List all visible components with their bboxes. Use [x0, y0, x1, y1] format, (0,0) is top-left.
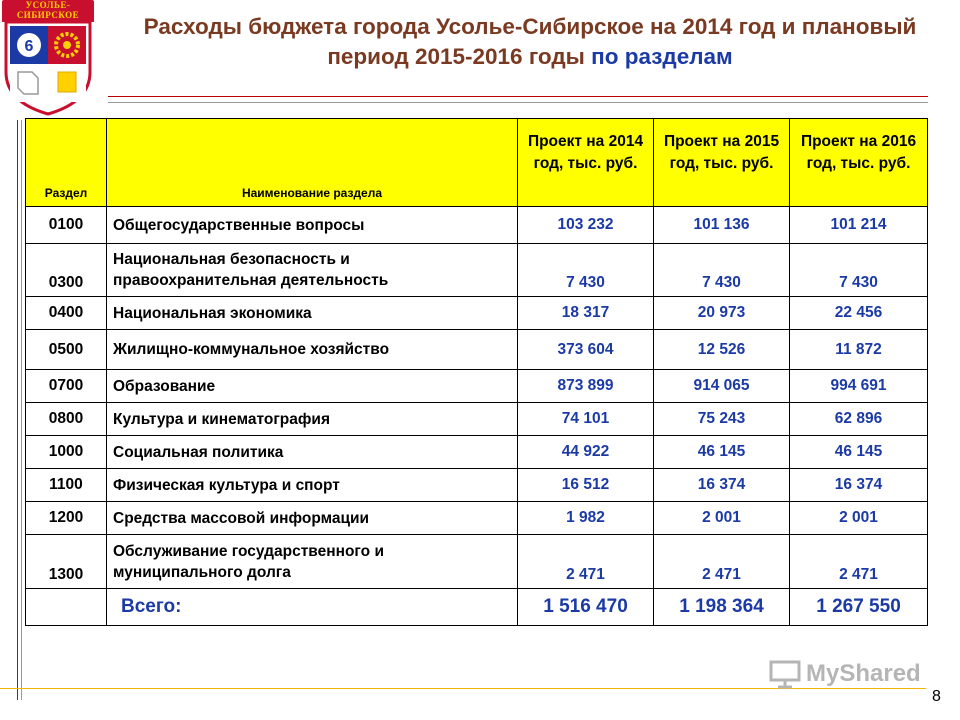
row-value-2015: 12 526 [654, 330, 790, 370]
row-value-2016: 7 430 [790, 244, 928, 297]
row-value-2016: 11 872 [790, 330, 928, 370]
row-code: 0300 [26, 244, 107, 297]
row-name: Жилищно-коммунальное хозяйство [107, 330, 518, 370]
logo-caption [2, 0, 94, 22]
row-name: Средства массовой информации [107, 502, 518, 535]
logo-caption-line1: УСОЛЬЕ- [25, 0, 71, 10]
logo-caption-line2: СИБИРСКОЕ [16, 10, 80, 20]
row-value-2016: 994 691 [790, 370, 928, 403]
table-row [26, 207, 928, 244]
row-value-2014: 1 982 [518, 502, 654, 535]
table-row [26, 330, 928, 370]
row-code: 0400 [26, 297, 107, 330]
row-name: Общегосударственные вопросы [107, 207, 518, 244]
svg-text:6: 6 [24, 38, 34, 55]
row-name: Национальная экономика [107, 297, 518, 330]
row-name: Обслуживание государственного и муниципального долга [107, 535, 518, 589]
header-2015: Проект на 2015 год, тыс. руб. [654, 119, 790, 207]
row-code: 0800 [26, 403, 107, 436]
row-value-2015: 75 243 [654, 403, 790, 436]
table-row [26, 370, 928, 403]
total-value-2016: 1 267 550 [790, 589, 928, 626]
row-value-2014: 2 471 [518, 535, 654, 589]
row-value-2015: 2 001 [654, 502, 790, 535]
row-value-2015: 20 973 [654, 297, 790, 330]
budget-table [25, 118, 928, 626]
total-value-2014: 1 516 470 [518, 589, 654, 626]
row-value-2014: 16 512 [518, 469, 654, 502]
row-code: 0100 [26, 207, 107, 244]
row-code: 0500 [26, 330, 107, 370]
row-value-2015: 46 145 [654, 436, 790, 469]
page-title [120, 12, 940, 72]
watermark [768, 656, 921, 692]
table-row [26, 502, 928, 535]
row-code: 1000 [26, 436, 107, 469]
row-value-2014: 873 899 [518, 370, 654, 403]
page-number: 8 [932, 688, 941, 705]
title-divider-bottom [108, 102, 928, 103]
row-code: 0700 [26, 370, 107, 403]
header-code: Раздел [26, 119, 107, 207]
row-value-2016: 46 145 [790, 436, 928, 469]
row-name: Образование [107, 370, 518, 403]
table-row [26, 469, 928, 502]
row-name: Культура и кинематография [107, 403, 518, 436]
table-row [26, 535, 928, 589]
row-value-2014: 74 101 [518, 403, 654, 436]
row-value-2014: 44 922 [518, 436, 654, 469]
total-code-empty [26, 589, 107, 626]
table-total-row [26, 589, 928, 626]
row-value-2014: 18 317 [518, 297, 654, 330]
row-code: 1200 [26, 502, 107, 535]
table-row [26, 436, 928, 469]
row-name: Национальная безопасность и правоохранительная деятельность [107, 244, 518, 297]
row-value-2016: 101 214 [790, 207, 928, 244]
watermark-text: MyShared [806, 660, 921, 687]
row-code: 1300 [26, 535, 107, 589]
row-value-2016: 16 374 [790, 469, 928, 502]
title-accent-text: по разделам [591, 44, 733, 69]
row-value-2014: 103 232 [518, 207, 654, 244]
row-value-2015: 7 430 [654, 244, 790, 297]
row-value-2015: 101 136 [654, 207, 790, 244]
row-value-2016: 22 456 [790, 297, 928, 330]
row-value-2014: 373 604 [518, 330, 654, 370]
title-main-text: Расходы бюджета города Усолье-Сибирское на 2014 год и плановый период 2015-2016 годы [143, 14, 917, 69]
row-value-2016: 2 471 [790, 535, 928, 589]
row-value-2015: 16 374 [654, 469, 790, 502]
row-value-2016: 62 896 [790, 403, 928, 436]
coat-of-arms-icon [2, 20, 94, 116]
presentation-board-icon [768, 659, 802, 689]
row-name: Физическая культура и спорт [107, 469, 518, 502]
row-value-2015: 914 065 [654, 370, 790, 403]
row-value-2014: 7 430 [518, 244, 654, 297]
header-2014: Проект на 2014 год, тыс. руб. [518, 119, 654, 207]
row-code: 1100 [26, 469, 107, 502]
row-value-2016: 2 001 [790, 502, 928, 535]
city-emblem-logo [2, 0, 94, 116]
header-name: Наименование раздела [107, 119, 518, 207]
row-value-2015: 2 471 [654, 535, 790, 589]
row-name: Социальная политика [107, 436, 518, 469]
left-vertical-rule [17, 120, 18, 700]
total-label: Всего: [107, 589, 518, 626]
table-row [26, 244, 928, 297]
header-2016: Проект на 2016 год, тыс. руб. [790, 119, 928, 207]
table-header-row [26, 119, 928, 207]
title-divider-top [108, 96, 928, 97]
table-row [26, 297, 928, 330]
left-vertical-rule-secondary [21, 120, 22, 700]
table-row [26, 403, 928, 436]
total-value-2015: 1 198 364 [654, 589, 790, 626]
